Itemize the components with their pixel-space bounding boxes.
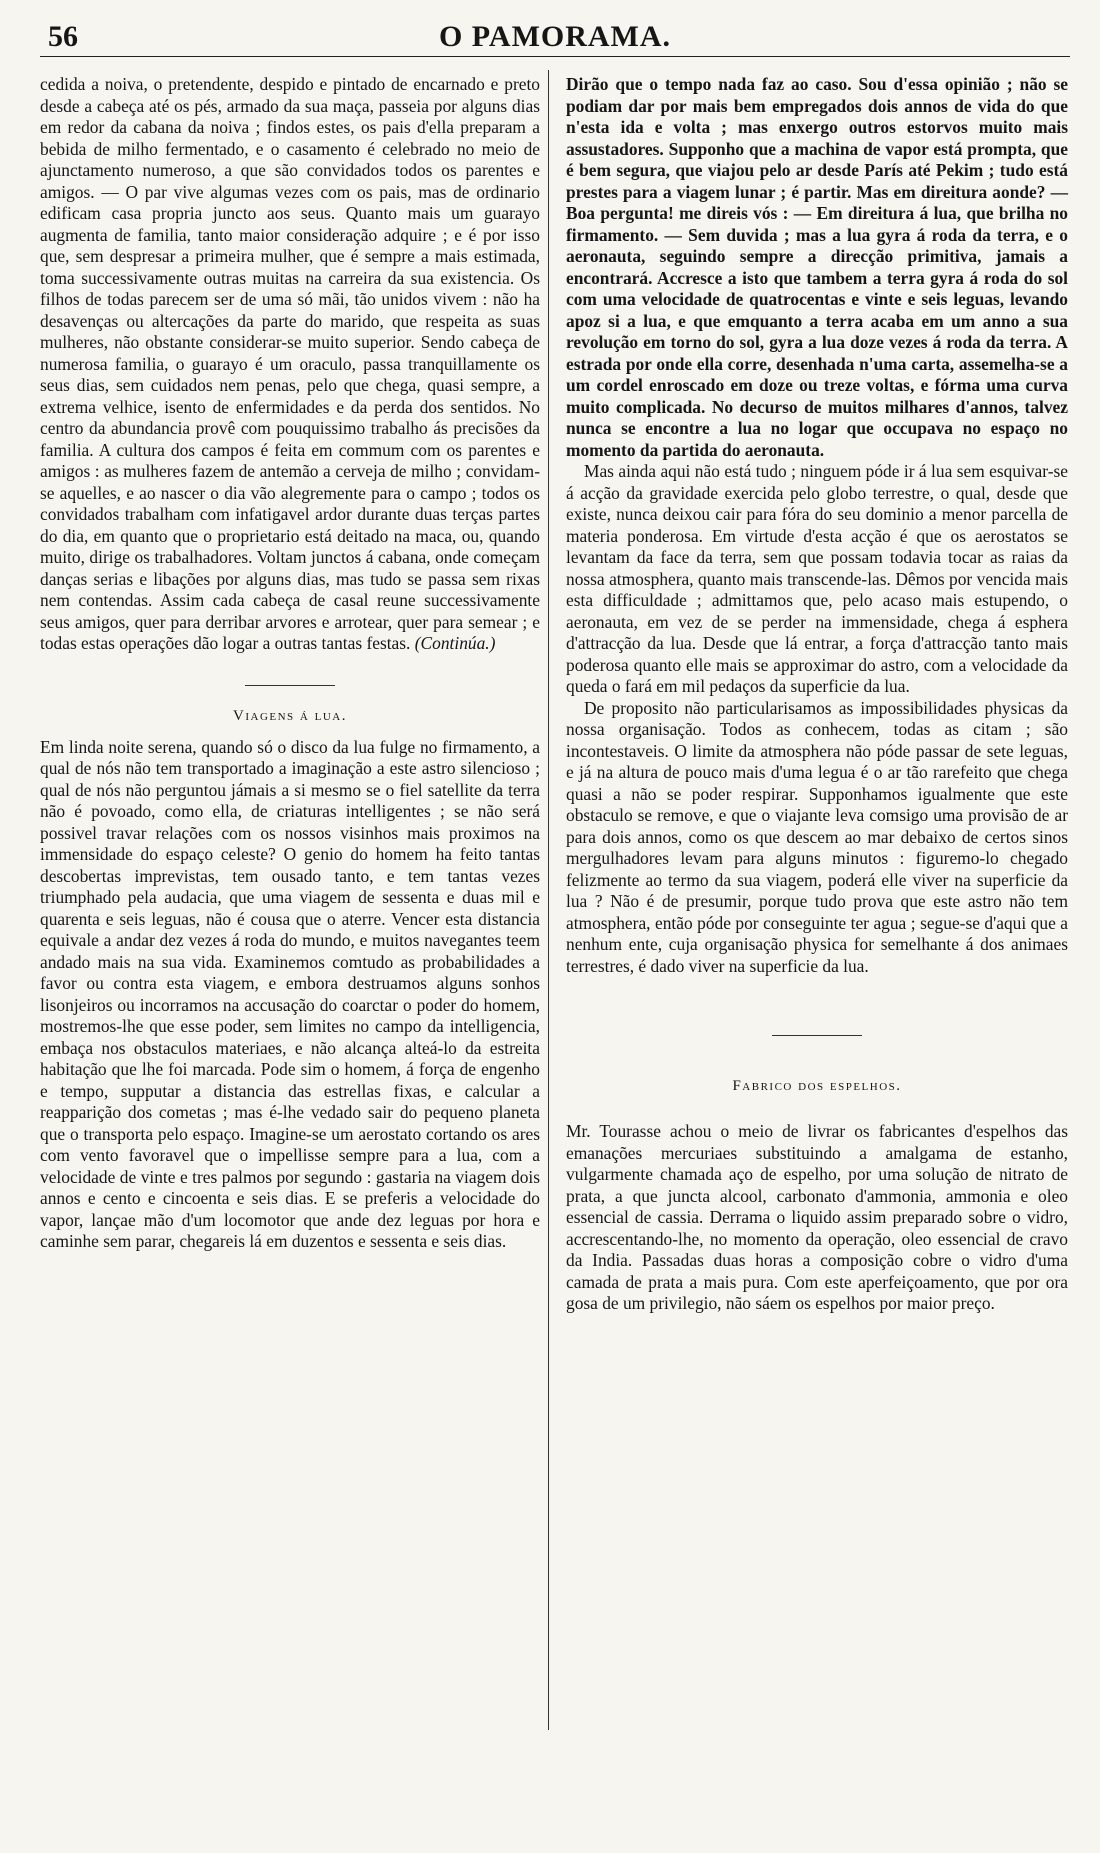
section-title-espelhos: Fabrico dos espelhos. (732, 1078, 902, 1094)
section-separator (772, 1035, 862, 1036)
viagens-paragraph-2: Dirão que o tempo nada faz ao caso. Sou d'essa opinião ; não se podiam dar por mais bem empregados dois annos de vida do que n'esta ida e volta ; mas enxergo outros estorvos muito mais assustadores. Supponho que a machina de vapor está prompta, que é bem segura, que viajou pelo ar desde París até Pekim ; tudo está prestes para a viagem lunar ; é partir. Mas em direitura aonde? — Boa pergunta! me direis vós : — Em direitura á lua, que brilha no firmamento. — Sem duvida ; mas a lua gyra á roda da terra, e o aeronauta, seguindo sempre a direcção primitiva, jamais a encontrará. Accresce a isto que tambem a terra gyra á roda do sol com uma velocidade de quatrocentas e vinte e seis leguas, levando apoz si a lua, e que emquanto a terra acaba em um anno a sua revolução em torno do sol, gyra a lua doze vezes á roda da terra. A estrada por onde ella corre, desenhada n'uma carta, assemelha-se a um cordel enroscado em doze ou treze voltas, e fórma uma curva muito complicada. No decurso de muitos milhares d'annos, talvez nunca se encontre a lua no logar que occupava no espaço no momento da partida do aeronauta. (566, 74, 1068, 460)
right-column (566, 74, 1068, 1315)
section-title-viagens: Viagens á lua. (233, 707, 347, 724)
column-divider (548, 70, 549, 1730)
journal-title: O PAMORAMA. (438, 20, 672, 53)
page-number: 56 (48, 20, 78, 53)
article-continuation: cedida a noiva, o pretendente, despido e pintado de encarnado e preto desde a cabeça até os pés, armado da sua maça, passeia por alguns dias em redor da cabana da noiva ; findos estes, os pais d'ella preparam a bebida de milho fermentado, e o casamento é celebrado no meio de ajunctamento numeroso, a que são convidados todos os parentes e amigos. — O par vive algumas vezes com os pais, mas de ordinario edificam casa propria juncto aos seus. Quanto mais um guarayo augmenta de familia, tanto maior consideração adquire ; e é por isso que, sem despresar a primeira mulher, que é sempre a mais estimada, toma successivamente outras muitas na carreira da sua existencia. Os filhos de todas parecem ser de uma só mãi, tão unidos vivem : não ha desavenças ou altercações da parte do marido, que respeita as suas mulheres, não obstante considerar-se muito superior. Sendo cabeça de numerosa familia, o guarayo é um oraculo, passa tranquillamente os seus dias, sem cuidados nem penas, pelo que chega, quasi sempre, a extrema velhice, isento de enfermidades e da perda dos sentidos. No centro da abundancia provê com pouquissimo trabalho ás precisões da familia. A cultura dos campos é feita em commum com os parentes e amigos : as mulheres fazem de antemão a cerveja de milho ; convidam-se aquelles, e ao nascer o dia vão alegremente para o campo ; todos os convidados trabalham com infatigavel ardor durante duas terças partes do dia, em quanto que o proprietario está deitado na maca, ou, quando muito, dirige os trabalhadores. Voltam junctos á cabana, onde começam danças serias e libações por alguns dias, mas tudo se passa sem rixas nem contendas. Assim cada cabeça de casal reune successivamente seus amigos, quer para derribar arvores e arrotear, quer para semear ; e todas estas operações dão logar a outras tantas festas. (Continúa.) (40, 74, 540, 653)
viagens-paragraph-1: Em linda noite serena, quando só o disco da lua fulge no firmamento, a qual de nós não tem transportado a imaginação a este astro silencioso ; qual de nós não perguntou jámais a si mesmo se o fiel satellite da terra não é povoado, como ella, de criaturas intelligentes ; se não será possivel travar relações com os nossos visinhos mais proximos na immensidade do espaço celeste? O genio do homem ha feito tantas descobertas imprevistas, tem ousado tanto, e tem tantas vezes triumphado pela audacia, que uma viagem de sessenta e duas mil e quarenta e seis leguas, não é cousa que o aterre. Vencer esta distancia equivale a andar dez vezes á roda do mundo, e muitos navegantes teem andado mais na sua vida. Examinemos comtudo as probabilidades a favor ou contra esta viagem, e embora destruamos alguns sonhos lisonjeiros ou incorramos na accusação do coarctar o poder do homem, mostremos-lhe que esse poder, sem limites no campo da intelligencia, embaça nos obstaculos materiaes, e não alcança alteá-lo da estreita habitação que lhe foi marcada. Pode sim o homem, á força de engenho e tempo, supputar a distancia das estrellas fixas, e calcular a reapparição dos cometas ; mas é-lhe vedado sair do pequeno planeta que o transporta pelo espaço. Imagine-se um aerostato cortando os ares com vento favoravel que o impellisse sempre para a lua, com a velocidade de vinte e tres palmos por segundo : gastaria na viagem dois annos e cento e cincoenta e seis dias. E se preferis a velocidade do vapor, lançae mão d'um locomotor que ande dez leguas por hora e caminhe sem parar, chegareis lá em duzentos e sessenta e seis dias. (40, 736, 540, 1251)
viagens-paragraph-4: De proposito não particularisamos as impossibilidades physicas da nossa organisação. Todos as conhecem, todas as citam ; são incontestaveis. O limite da atmosphera não póde passar de sete leguas, e já na altura de pouco mais d'uma legua é o ar tão rarefeito que chega quasi a não se poder respirar. Supponhamos igualmente que este obstaculo se remove, e que o viajante leva comsigo uma provisão de ar para dois annos, como os que descem ao mar debaixo de certos sinos mergulhadores levam para alguns minutos : figuremo-lo chegado felizmente ao termo da sua viagem, poderá elle viver na superficie da lua ? Não é de presumir, porque tudo prova que este astro não tem atmosphera, então póde por conseguinte ter agua ; segue-se d'aqui que a nenhum ente, cuja organisação physica for semelhante á dos animaes terrestres, é dado viver na superficie da lua. (566, 697, 1068, 976)
espelhos-paragraph-1: Mr. Tourasse achou o meio de livrar os fabricantes d'espelhos das emanações mercuriaes substituindo a amalgama de estanho, vulgarmente chamada aço de espelho, por uma solução de nitrato de prata, a que juncta alcool, carbonato d'ammonia, ammonia e oleo essencial de cassia. Derrama o liquido assim preparado sobre o vidro, accrescentando-lhe, no momento da operação, oleo essencial de cravo da India. Passadas duas horas a composição cobre o vidro d'uma camada de prata a mais pura. Com este aperfeiçoamento, que por ora gosa de um privilegio, não sáem os espelhos por maior preço. (566, 1121, 1068, 1313)
continua-note: (Continúa.) (414, 633, 496, 653)
section-separator (245, 685, 335, 686)
page-header (40, 16, 1070, 57)
left-column (40, 74, 540, 1253)
viagens-paragraph-3: Mas ainda aqui não está tudo ; ninguem póde ir á lua sem esquivar-se á acção da gravidade exercida pelo globo terrestre, o qual, desde que existe, nunca deixou cair para fóra do seu dominio a menor parcella de materia ponderosa. Em virtude d'esta acção é que os aerostatos se levantam da face da terra, sem que possam todavia tocar as raias da nossa atmosphera, quanto mais transcende-las. Dêmos por vencida mais esta difficuldade ; admittamos que, pelo acaso mais estupendo, o aeronauta, em vez de se perder na immensidade, chega á esphera d'attracção da lua. Desde que lá entrar, a força d'attracção tanto mais poderosa quanto elle mais se approximar do astro, com a velocidade da queda o fará em mil pedaços da superficie da lua. (566, 461, 1068, 696)
